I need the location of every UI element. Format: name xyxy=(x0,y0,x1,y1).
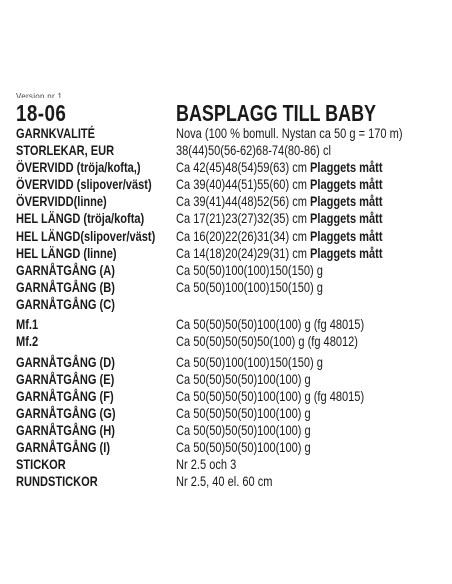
spec-row-chest-slipover xyxy=(16,176,446,193)
pattern-title: BASPLAGG TILL BABY xyxy=(176,100,377,126)
spec-label: GARNÅTGÅNG (H) xyxy=(16,422,115,439)
spec-row-length-tank xyxy=(16,245,446,262)
spec-label: STORLEKAR, EUR xyxy=(16,142,115,159)
spec-note: Plaggets mått xyxy=(310,159,383,176)
spec-row-yarn-d xyxy=(16,354,446,371)
spec-value: Nova (100 % bomull. Nystan ca 50 g = 170 m) xyxy=(176,125,403,141)
spec-row-chest-tank xyxy=(16,193,446,210)
spec-row-chest-sweater xyxy=(16,159,446,176)
spec-label: GARNKVALITÉ xyxy=(16,125,96,141)
spec-row-circular-needles xyxy=(16,473,446,490)
spec-label: Mf.2 xyxy=(16,333,39,350)
spec-label: GARNÅTGÅNG (C) xyxy=(16,295,115,312)
spec-row-yarn-c xyxy=(16,296,446,313)
spec-label: Mf.1 xyxy=(16,316,39,333)
spec-label: ÖVERVIDD (slipover/väst) xyxy=(16,176,152,193)
spec-row-yarn-a xyxy=(16,262,446,279)
spec-value: Ca 50(50)50(50)100(100) g xyxy=(176,422,311,439)
spec-value: Ca 50(50)50(50)100(100) g (fg 48015) xyxy=(176,316,365,333)
spec-row-length-sweater xyxy=(16,210,446,227)
spec-note: Plaggets mått xyxy=(310,176,383,193)
spec-value: Ca 50(50)50(50)100(100) g xyxy=(176,370,311,387)
spec-label: ÖVERVIDD (tröja/kofta,) xyxy=(16,159,141,176)
spec-row-yarn-f xyxy=(16,388,446,405)
spec-label: HEL LÄNGD (linne) xyxy=(16,244,117,261)
spec-label: ÖVERVIDD(linne) xyxy=(16,193,107,210)
spec-label: GARNÅTGÅNG (E) xyxy=(16,370,115,387)
spec-value: Ca 17(21)23(27)32(35) cm Plaggets mått xyxy=(176,210,383,227)
spec-row-yarn-i xyxy=(16,439,446,456)
spec-label: GARNÅTGÅNG (G) xyxy=(16,405,116,422)
spec-row-sizes xyxy=(16,142,446,159)
spec-value: Ca 50(50)100(100)150(150) g xyxy=(176,261,323,278)
spec-value: Ca 42(45)48(54)59(63) cm Plaggets mått xyxy=(176,159,383,176)
spec-note: Plaggets mått xyxy=(310,210,383,227)
spec-value: Ca 39(41)44(48)52(56) cm Plaggets mått xyxy=(176,193,383,210)
version-line: Version nr 1 xyxy=(16,93,63,98)
spec-row-yarn-h xyxy=(16,422,446,439)
spec-value: Ca 14(18)20(24)29(31) cm Plaggets mått xyxy=(176,244,383,261)
spec-row-yarn-g xyxy=(16,405,446,422)
spec-value: Ca 16(20)22(26)31(34) cm Plaggets mått xyxy=(176,227,383,244)
spec-value: Ca 50(50)100(100)150(150) g xyxy=(176,353,323,370)
spec-note: Plaggets mått xyxy=(310,193,383,210)
pattern-number: 18-06 xyxy=(16,100,67,126)
spec-value: Ca 50(50)50(50)100(100) g xyxy=(176,405,311,422)
spec-row-yarn-e xyxy=(16,371,446,388)
spec-label: GARNÅTGÅNG (A) xyxy=(16,261,115,278)
spec-label: GARNÅTGÅNG (B) xyxy=(16,278,115,295)
spec-row-yarn-b xyxy=(16,279,446,296)
spec-note: Plaggets mått xyxy=(310,227,383,244)
spec-label: RUNDSTICKOR xyxy=(16,473,98,490)
spec-row-length-slipover xyxy=(16,228,446,245)
spec-label: HEL LÄNGD(slipover/väst) xyxy=(16,227,156,244)
spec-value: Ca 50(50)50(50)100(100) g (fg 48015) xyxy=(176,388,365,404)
spec-value: Ca 39(40)44(51)55(60) cm Plaggets mått xyxy=(176,176,383,193)
spec-value: Ca 50(50)50(50)100(100) g xyxy=(176,439,311,456)
spec-value: Nr 2.5 och 3 xyxy=(176,456,237,473)
spec-row-mf1 xyxy=(16,316,446,333)
spec-label: GARNÅTGÅNG (I) xyxy=(16,439,111,456)
pattern-spec-table xyxy=(16,125,446,491)
spec-value: Ca 50(50)100(100)150(150) g xyxy=(176,278,323,295)
spec-row-mf2 xyxy=(16,333,446,350)
spec-value: Nr 2.5, 40 el. 60 cm xyxy=(176,473,273,490)
spec-label: GARNÅTGÅNG (D) xyxy=(16,353,115,370)
spec-row-needles xyxy=(16,456,446,473)
spec-label: HEL LÄNGD (tröja/kofta) xyxy=(16,210,145,227)
pattern-header xyxy=(16,100,446,126)
spec-row-yarn-quality xyxy=(16,125,446,142)
spec-value: Ca 50(50)50(50)50(100) g (fg 48012) xyxy=(176,333,358,350)
spec-value: 38(44)50(56-62)68-74(80-86) cl xyxy=(176,142,331,159)
spec-note: Plaggets mått xyxy=(310,244,383,261)
spec-label: STICKOR xyxy=(16,456,66,473)
spec-label: GARNÅTGÅNG (F) xyxy=(16,388,114,404)
